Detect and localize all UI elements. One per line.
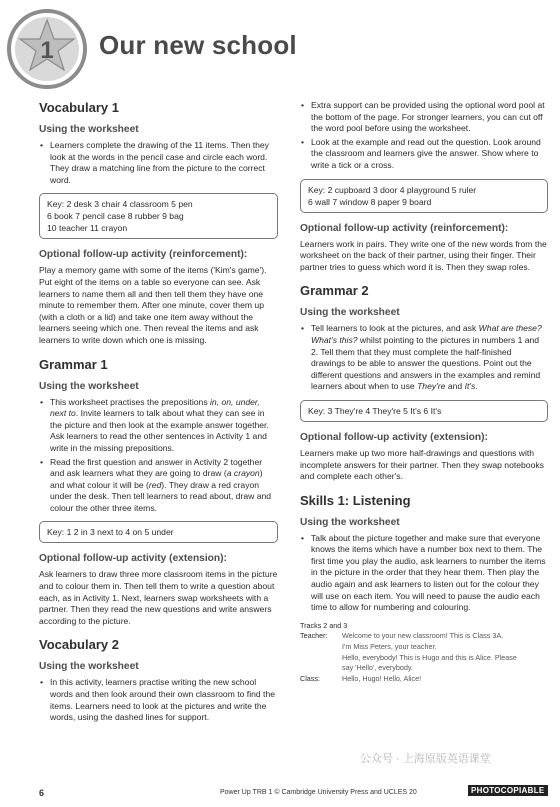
vocabulary-2-continued	[300, 100, 548, 273]
key-line: Key: 2 desk 3 chair 4 classroom 5 pen	[47, 199, 193, 210]
optional-activity-heading: Optional follow-up activity (extension):	[39, 553, 227, 565]
tracks-label: Tracks 2 and 3	[300, 620, 348, 630]
audio-transcript	[300, 621, 548, 685]
list-item: • This worksheet practises the prepositions in, on, under, next to. Invite learners to talk about what they can see in the picture and then look at the example answer together. Ask learners to read the other sentences in Activity 1 and write in the missing prepositions.	[50, 397, 278, 455]
section-heading: Vocabulary 2	[39, 637, 119, 653]
transcript-line: I'm Miss Peters, your teacher.	[342, 642, 437, 652]
skills-1-listening-section	[300, 493, 548, 685]
list-item: • Read the first question and answer in Activity 2 together and ask learners what they are going to draw (a crayon) and what colour it will be (red). They draw a red crayon under the desk. Then tell learners to read about, draw and colour the other three items.	[50, 457, 278, 515]
key-line: Key: 2 cupboard 3 door 4 playground 5 ruler	[308, 184, 477, 195]
optional-activity-text: Ask learners to draw three more classroom items in the picture and to colour them in. Then tell them to write a question about each, as in Activity 1. Next, learners swap worksheets with a partner. Then they read the new questions and write answers according to the picture.	[39, 569, 278, 626]
photocopiable-badge: PHOTOCOPIABLE	[468, 785, 548, 796]
left-column	[39, 100, 278, 734]
page-title: Our new school	[99, 30, 297, 60]
grammar-2-section	[300, 283, 548, 482]
optional-activity-text: Learners make up two more half-drawings and questions with incomplete answers for their partner. Then they swap notebooks and complete each other's.	[300, 447, 544, 482]
section-heading: Skills 1: Listening	[300, 492, 411, 508]
list-item: • Tell learners to look at the pictures, and ask What are these? What's this? whilst pointing to the pictures in numbers 1 and 2. Tell them that they must complete the half-finished drawings to be able to answer the questions. Point out the different questions and answers in the examples and remind learners about when to use They're and It's.	[311, 323, 548, 393]
transcript-line: say 'Hello', everybody.	[342, 663, 413, 673]
transcript-line: Teacher: Welcome to your new classroom! This is Class 3A.	[300, 631, 504, 641]
list-item: • Talk about the picture together and make sure that everyone knows the items which have a number box next to them. The first time you play the audio, ask learners to number the items in the picture in the order that they hear them. Then play the audio again and ask learners to listen out for the colour they will use on each item. You will need to pause the audio each time to allow for numbering and colouring.	[311, 533, 548, 614]
section-heading: Grammar 1	[39, 356, 108, 372]
watermark: 公众号 · 上海原版英语课堂	[360, 753, 491, 765]
key-line: 6 wall 7 window 8 paper 9 board	[308, 196, 432, 207]
subheading: Using the worksheet	[300, 516, 400, 528]
optional-activity-text: Learners work in pairs. They write one of the new words from the worksheet on the back of their partner, using their finger. Their partner tries to guess which word it is. Then they swap roles.	[300, 238, 547, 272]
list-item: • In this activity, learners practise writing the new school words and then look around their own classroom to find the items. Learners need to look at the pictures and write the words, using the dashed lines for support.	[50, 677, 278, 723]
list-item: • Look at the example and read out the question. Look around the classroom and learners give the answer. Show where to write a tick or a cross.	[311, 137, 548, 172]
optional-activity-heading: Optional follow-up activity (extension):	[300, 431, 488, 443]
subheading: Using the worksheet	[39, 380, 139, 392]
optional-activity-text: Play a memory game with some of the items ('Kim's game'). Put eight of the items on a table so everyone can see. Ask learners to name them all and then tell them they have one minute to remember them. After one minute, cover them up (with a cloth or a lid) and take one item away without the learners seeing which one. Then reveal the items and ask learners to write down which one is missing.	[39, 265, 267, 345]
section-heading: Vocabulary 1	[39, 100, 119, 115]
grammar-1-section	[39, 357, 278, 628]
key-line: 10 teacher 11 crayon	[47, 223, 128, 234]
answer-key-box: Key: 3 They're 4 They're 5 It's 6 It's	[300, 400, 548, 422]
optional-activity-heading: Optional follow-up activity (reinforcement):	[300, 222, 509, 234]
transcript-line: Hello, everybody! This is Hugo and this is Alice. Please	[342, 652, 517, 662]
subheading: Using the worksheet	[300, 307, 400, 319]
unit-number: 1	[40, 37, 54, 64]
answer-key-box: Key: 1 2 in 3 next to 4 on 5 under	[39, 521, 278, 543]
vocabulary-1-section	[39, 100, 278, 347]
section-heading: Grammar 2	[300, 283, 369, 299]
optional-activity-heading: Optional follow-up activity (reinforcement):	[39, 249, 248, 261]
vocabulary-2-section	[39, 637, 278, 723]
subheading: Using the worksheet	[39, 124, 139, 135]
key-line: 6 book 7 pencil case 8 rubber 9 bag	[47, 211, 184, 222]
right-column	[300, 100, 548, 694]
unit-badge-star-icon	[4, 6, 90, 92]
answer-key-box	[39, 193, 278, 239]
list-item: • Extra support can be provided using the optional word pool at the bottom of the page. For stronger learners, you can cut off the word pool before using the worksheet.	[311, 100, 548, 135]
transcript-line: Class: Hello, Hugo! Hello, Alice!	[300, 673, 422, 683]
answer-key-box	[300, 179, 548, 213]
subheading: Using the worksheet	[39, 661, 139, 673]
list-item: • Learners complete the drawing of the 11 items. Then they look at the words in the pencil case and circle each word. They draw a matching line from the picture to the correct word.	[50, 140, 278, 186]
page-number: 6	[39, 788, 45, 798]
copyright-line: Power Up TRB 1 © Cambridge University Press and UCLES 20	[220, 789, 417, 796]
